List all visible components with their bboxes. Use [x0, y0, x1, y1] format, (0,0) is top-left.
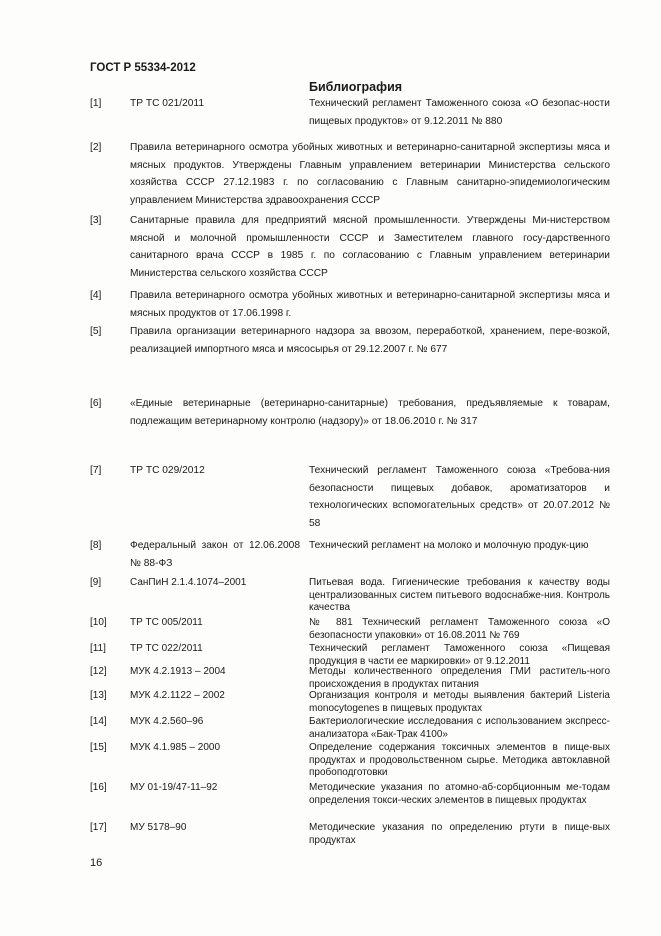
- entry-text: Бактериологические исследования с использованием экспресс-анализатора «Бак-Трак 4100»: [309, 716, 610, 740]
- entry-text: Методические указания по атомно-аб-сорбционным ме-тодам определения токси-ческих элементов в пищевых продуктах: [309, 782, 610, 806]
- entry-code: Федеральный закон от 12.06.2008 № 88-ФЗ: [130, 540, 300, 569]
- page-number: 16: [90, 857, 103, 869]
- entry-text: № 881 Технический регламент Таможенного союза «О безопасности упаковки» от 16.08.2011 № 769: [309, 617, 610, 641]
- document-header: ГОСТ Р 55334-2012: [90, 62, 196, 74]
- entry-number: [11]: [90, 643, 106, 654]
- entry-number: [9]: [90, 577, 102, 588]
- entry-text: Правила ветеринарного осмотра убойных животных и ветеринарно-санитарной экспертизы мяса и мясных продуктов. Утверждены Главным управлением ветеринарии Министерства сельского хозяйства СССР 27.12.1983 г. по согласованию с Главным санитарно-эпидемиологическим управлением Министерства здравоохранения СССР: [130, 142, 610, 206]
- entry-number: [6]: [90, 398, 102, 409]
- entry-code: МУК 4.2.560–96: [130, 716, 204, 727]
- entry-text: Организация контроля и методы выявления бактерий Listeria monocytogenes в пищевых продуктах: [309, 690, 610, 714]
- entry-number: [5]: [90, 326, 102, 337]
- entry-text: Правила организации ветеринарного надзора за ввозом, переработкой, хранением, пере-возкой, реализацией импортного мяса и мясосырья от 29.12.2007 г. № 677: [130, 326, 610, 355]
- entry-code: МУ 01-19/47-11–92: [130, 782, 218, 793]
- entry-number: [10]: [90, 617, 107, 628]
- entry-number: [12]: [90, 666, 107, 677]
- entry-text: Определение содержания токсичных элементов в пище-вых продуктах и продовольственном сырье. Методика автоклавной пробоподготовки: [309, 742, 610, 778]
- entry-code: ТР ТС 005/2011: [130, 617, 203, 628]
- entry-code: СанПиН 2.1.4.1074–2001: [130, 577, 247, 588]
- entry-text: Технический регламент Таможенного союза «Требова-ния безопасности пищевых добавок, ароматизаторов и технологических вспомогательных средств» от 20.07.2012 № 58: [309, 465, 610, 529]
- entry-text: Методы количественного определения ГМИ раститель-ного происхождения в продуктах питания: [309, 666, 610, 690]
- bibliography-title: Библиография: [309, 80, 403, 94]
- entry-number: [14]: [90, 716, 107, 727]
- entry-number: [17]: [90, 822, 107, 833]
- entry-number: [13]: [90, 690, 107, 701]
- entry-number: [16]: [90, 782, 107, 793]
- entry-text: Санитарные правила для предприятий мясной промышленности. Утверждены Ми-нистерством мясной и молочной промышленности СССР и Заместителем главного госу-дарственного санитарного врача СССР в 1985 г. по согласованию с Главным управлением ветеринарии Министерства сельского хозяйства СССР: [130, 215, 610, 279]
- entry-code: МУК 4.1.985 – 2000: [130, 742, 221, 753]
- entry-number: [8]: [90, 540, 102, 551]
- entry-code: ТР ТС 021/2011: [130, 98, 204, 109]
- entry-code: МУ 5178–90: [130, 822, 187, 833]
- entry-code: МУК 4.2.1122 – 2002: [130, 690, 225, 701]
- entry-text: Методические указания по определению ртути в пище-вых продуктах: [309, 822, 610, 846]
- entry-text: Технический регламент Таможенного союза «О безопас-ности пищевых продуктов» от 9.12.2011 № 880: [309, 98, 610, 127]
- entry-text: Технический регламент на молоко и молочную продук-цию: [309, 540, 589, 551]
- entry-number: [15]: [90, 742, 107, 753]
- entry-text: Питьевая вода. Гигиенические требования к качеству воды централизованных систем питьевого водоснабже-ния. Контроль качества: [309, 577, 610, 613]
- entry-number: [7]: [90, 465, 102, 476]
- entry-text: Правила ветеринарного осмотра убойных животных и ветеринарно-санитарной экспертизы мяса и мясных продуктов от 17.06.1998 г.: [130, 290, 610, 319]
- entry-text: Технический регламент Таможенного союза «Пищевая продукция в части ее маркировки» от 9.12.2011: [309, 643, 610, 667]
- entry-code: ТР ТС 029/2012: [130, 465, 205, 476]
- entry-number: [3]: [90, 215, 102, 226]
- entry-number: [2]: [90, 142, 102, 153]
- entry-code: ТР ТС 022/2011: [130, 643, 203, 654]
- entry-code: МУК 4.2.1913 – 2004: [130, 666, 226, 677]
- entry-number: [1]: [90, 98, 102, 109]
- entry-number: [4]: [90, 290, 102, 301]
- entry-text: «Единые ветеринарные (ветеринарно-санитарные) требования, предъявляемые к товарам, подлежащим ветеринарному контролю (надзору)» от 18.06.2010 г. № 317: [130, 398, 610, 427]
